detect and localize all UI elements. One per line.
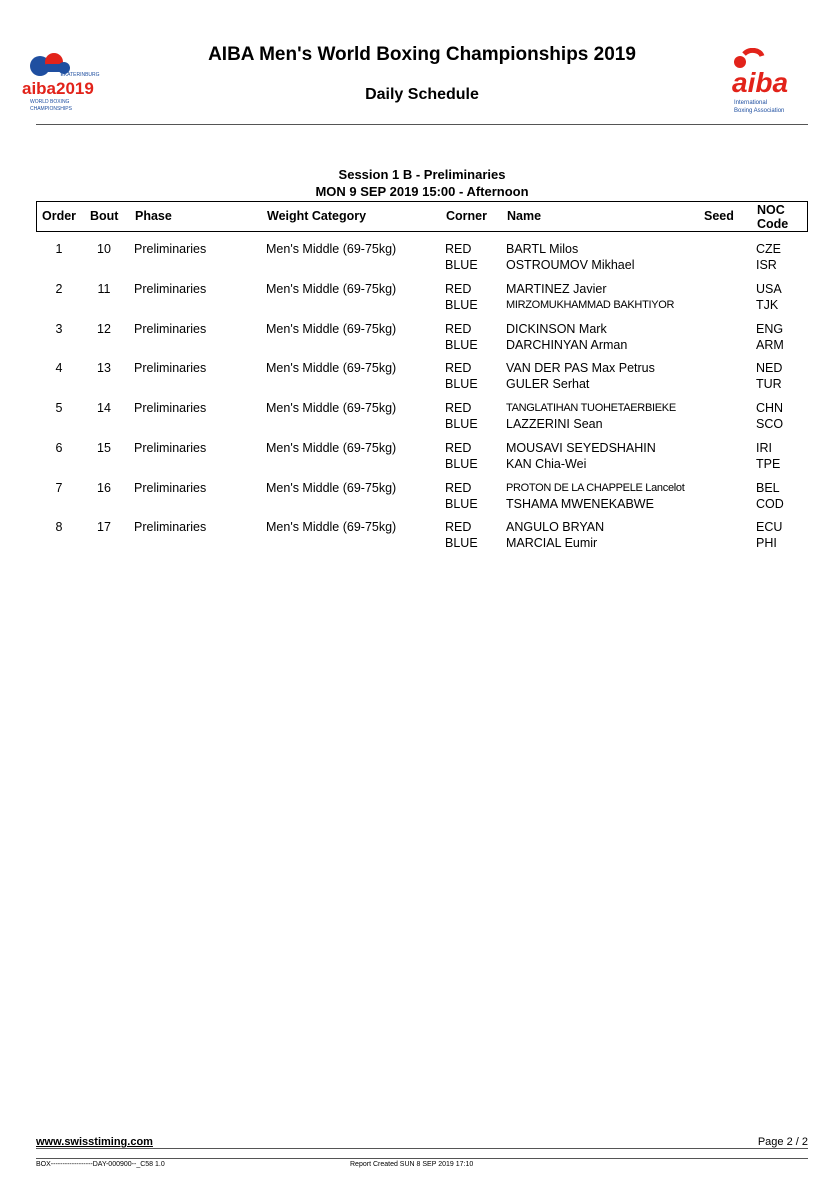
table-row (36, 480, 808, 514)
red-boxer-name: MOUSAVI SEYEDSHAHIN (506, 441, 656, 455)
logo-brand-text: aiba2019 (22, 79, 94, 98)
weight-cell: Men's Middle (69-75kg) (266, 282, 397, 296)
phase-cell: Preliminaries (134, 441, 207, 455)
red-corner-cell: RED (445, 282, 472, 296)
blue-corner-cell: BLUE (445, 338, 478, 352)
document-title: AIBA Men's World Boxing Championships 2019 (208, 44, 636, 65)
header-divider (36, 124, 808, 125)
red-noc-code: ENG (756, 322, 784, 336)
order-cell: 2 (55, 282, 63, 296)
header-phase: Phase (135, 209, 172, 223)
blue-boxer-name: MARCIAL Eumir (506, 536, 598, 550)
logo-city-text: EKATERINBURG (60, 72, 100, 78)
blue-noc-code: ISR (756, 258, 777, 272)
bout-cell: 12 (97, 322, 111, 336)
red-corner-cell: RED (445, 481, 472, 495)
red-noc-code: CZE (756, 242, 781, 256)
page-number: Page 2 / 2 (757, 1136, 808, 1148)
red-noc-code: USA (756, 282, 782, 296)
bout-cell: 14 (97, 401, 111, 415)
order-cell: 4 (55, 361, 63, 375)
session-datetime: MON 9 SEP 2019 15:00 - Afternoon (315, 184, 529, 199)
red-noc-code: CHN (756, 401, 784, 415)
blue-noc-code: SCO (756, 417, 784, 431)
phase-cell: Preliminaries (134, 401, 207, 415)
table-row (36, 440, 808, 474)
weight-cell: Men's Middle (69-75kg) (266, 441, 397, 455)
bout-cell: 15 (97, 441, 111, 455)
weight-cell: Men's Middle (69-75kg) (266, 322, 397, 336)
red-noc-code: BEL (756, 481, 780, 495)
red-noc-code: IRI (756, 441, 772, 455)
header-name: Name (507, 209, 542, 223)
aiba-logo (724, 48, 794, 116)
phase-cell: Preliminaries (134, 282, 207, 296)
blue-corner-cell: BLUE (445, 417, 478, 431)
order-cell: 1 (55, 242, 63, 256)
footer-divider (36, 1148, 808, 1149)
aiba-line2-text: Boxing Association (734, 108, 785, 114)
red-boxer-name: TANGLATIHAN TUOHETAERBIEKE (506, 402, 676, 414)
red-boxer-name: VAN DER PAS Max Petrus (506, 361, 655, 375)
order-cell: 3 (55, 322, 63, 336)
bout-cell: 11 (97, 282, 111, 296)
blue-boxer-name: LAZZERINI Sean (506, 417, 603, 431)
weight-cell: Men's Middle (69-75kg) (266, 242, 397, 256)
red-corner-cell: RED (445, 361, 472, 375)
header-weight-category: Weight Category (267, 209, 367, 223)
order-cell: 5 (55, 401, 63, 415)
blue-boxer-name: DARCHINYAN Arman (506, 338, 628, 352)
bout-cell: 13 (97, 361, 111, 375)
header-seed: Seed (704, 209, 734, 223)
header-noc-code (757, 203, 788, 231)
red-corner-cell: RED (445, 401, 472, 415)
phase-cell: Preliminaries (134, 361, 207, 375)
red-corner-cell: RED (445, 322, 472, 336)
blue-noc-code: COD (756, 497, 784, 511)
red-boxer-name: ANGULO BRYAN (506, 520, 605, 534)
red-boxer-name: DICKINSON Mark (506, 322, 607, 336)
aiba-brand-text: aiba (732, 67, 789, 98)
blue-noc-code: PHI (756, 536, 777, 550)
header-noc-line2: Code (757, 217, 789, 231)
schedule-table-header (36, 201, 808, 232)
blue-corner-cell: BLUE (445, 258, 478, 272)
red-boxer-name: BARTL Milos (506, 242, 579, 256)
session-title: Session 1 B - Preliminaries (338, 167, 506, 182)
blue-boxer-name: MIRZOMUKHAMMAD BAKHTIYOR (506, 299, 675, 311)
weight-cell: Men's Middle (69-75kg) (266, 401, 397, 415)
blue-boxer-name: TSHAMA MWENEKABWE (506, 497, 654, 511)
red-corner-cell: RED (445, 520, 472, 534)
blue-corner-cell: BLUE (445, 298, 478, 312)
aiba-line1-text: International (734, 100, 768, 106)
header-order: Order (42, 209, 77, 223)
phase-cell: Preliminaries (134, 520, 207, 534)
phase-cell: Preliminaries (134, 322, 207, 336)
blue-corner-cell: BLUE (445, 536, 478, 550)
blue-boxer-name: GULER Serhat (506, 377, 590, 391)
table-row (36, 321, 808, 355)
website-link[interactable]: www.swisstiming.com (36, 1136, 153, 1148)
weight-cell: Men's Middle (69-75kg) (266, 481, 397, 495)
red-noc-code: ECU (756, 520, 783, 534)
blue-boxer-name: KAN Chia-Wei (506, 457, 587, 471)
weight-cell: Men's Middle (69-75kg) (266, 520, 397, 534)
bout-cell: 16 (97, 481, 111, 495)
document-code: BOX------------------DAY-000900--_C58 1.0 (36, 1161, 165, 1168)
weight-cell: Men's Middle (69-75kg) (266, 361, 397, 375)
footer-divider-lower (36, 1158, 808, 1159)
phase-cell: Preliminaries (134, 481, 207, 495)
red-noc-code: NED (756, 361, 783, 375)
bout-cell: 17 (97, 520, 111, 534)
document-subtitle: Daily Schedule (365, 86, 479, 103)
header-corner: Corner (446, 209, 487, 223)
order-cell: 7 (55, 481, 63, 495)
order-cell: 8 (55, 520, 63, 534)
table-row (36, 519, 808, 553)
table-row (36, 400, 808, 434)
blue-corner-cell: BLUE (445, 377, 478, 391)
logo-line2-text: CHAMPIONSHIPS (30, 106, 72, 112)
table-row (36, 360, 808, 394)
blue-corner-cell: BLUE (445, 457, 478, 471)
phase-cell: Preliminaries (134, 242, 207, 256)
bout-cell: 10 (97, 242, 111, 256)
logo-line1-text: WORLD BOXING (30, 99, 70, 105)
red-corner-cell: RED (445, 242, 472, 256)
header-noc-line1: NOC (757, 203, 785, 217)
blue-noc-code: TJK (756, 298, 779, 312)
red-boxer-name: MARTINEZ Javier (506, 282, 607, 296)
report-created: Report Created SUN 8 SEP 2019 17:10 (350, 1161, 474, 1168)
order-cell: 6 (55, 441, 63, 455)
table-row (36, 241, 808, 275)
table-row (36, 281, 808, 315)
blue-corner-cell: BLUE (445, 497, 478, 511)
blue-noc-code: TUR (756, 377, 782, 391)
red-corner-cell: RED (445, 441, 472, 455)
header-bout: Bout (90, 209, 119, 223)
red-boxer-name: PROTON DE LA CHAPPELE Lancelot (506, 482, 685, 494)
blue-noc-code: TPE (756, 457, 781, 471)
blue-boxer-name: OSTROUMOV Mikhael (506, 258, 635, 272)
blue-noc-code: ARM (756, 338, 784, 352)
